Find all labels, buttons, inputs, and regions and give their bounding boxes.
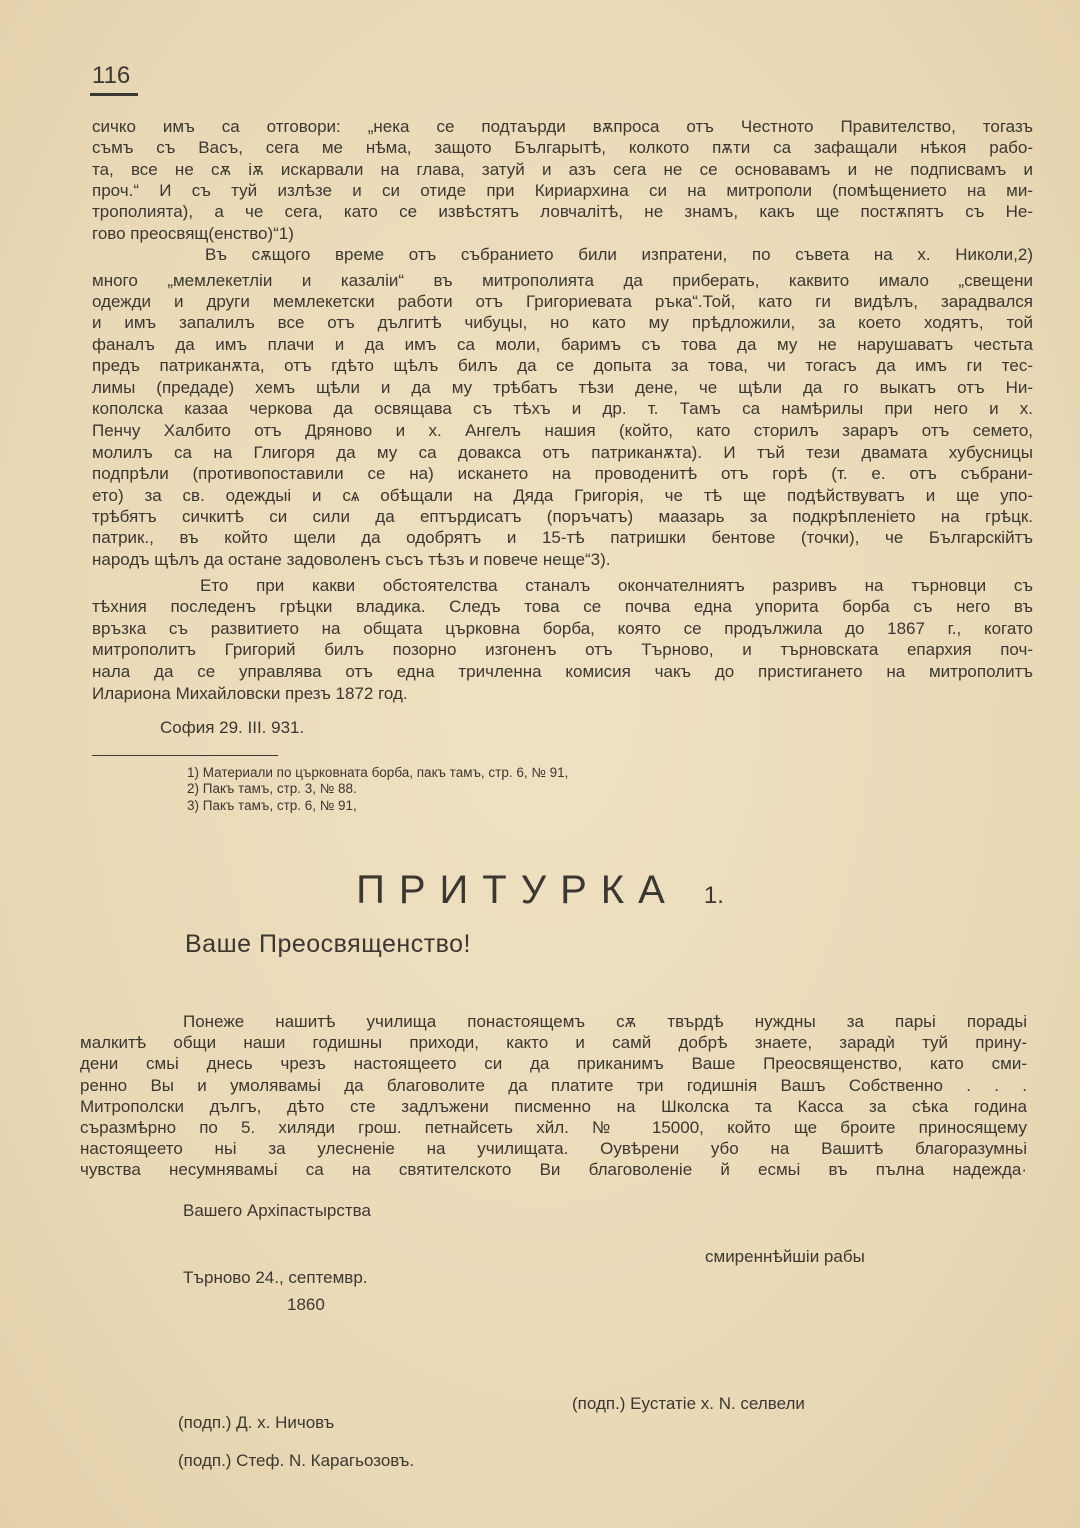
text-line: лимы (предаде) хемъ щѣли и да му трѣбатъ тѣзи дене, че щѣли да го выкатъ отъ Ни- bbox=[92, 378, 1033, 397]
signature: (подп.) Д. х. Ничовъ bbox=[178, 1413, 335, 1432]
appendix-title bbox=[0, 868, 1080, 913]
footnote-rule bbox=[92, 755, 278, 756]
article-place-date: София 29. III. 931. bbox=[160, 718, 305, 737]
text-line: тѣхния последенъ грѣцки владика. Следъ това се почва една упорита борба съ него въ bbox=[92, 597, 1033, 616]
text-line: патрик., въ който щели да одобрятъ и 15-тѣ патришки бентове (точки), че Българскійтъ bbox=[92, 528, 1033, 547]
text-line: трѣбятъ сичкитѣ си сили да ептърдисатъ (поръчатъ) маазарь за подкрѣпленіето на грѣцк. bbox=[92, 507, 1033, 526]
letter-line: настоящеето ньі за улесненіе на училищата. Оувѣрени убо на Вашитѣ благоразумньі bbox=[80, 1139, 1027, 1159]
text-line: съмъ съ Васъ, сега ме нѣма, защото Българытѣ, колкото пѫти са зафащали нѣкоя рабо- bbox=[92, 138, 1033, 157]
footnote: 2) Пакъ тамъ, стр. 3, № 88. bbox=[187, 781, 357, 796]
text-line: кополска казаа черкова да освящава съ тѣхъ и др. т. Тамъ са намѣрилы при него и х. bbox=[92, 399, 1033, 418]
text-line: Илариона Михайловски презъ 1872 год. bbox=[92, 684, 408, 703]
letter-signoff: смиреннѣйшіи рабы bbox=[705, 1247, 865, 1266]
page-number-underline bbox=[90, 93, 138, 96]
text-line: Пенчу Халбито отъ Дряново и х. Ангелъ нашия (който, като сторилъ зараръ отъ семето, bbox=[92, 421, 1033, 440]
text-line: предъ патриканѫта, отъ гдѣто щѣлъ билъ да се допыта за това, чи тогасъ да имъ ги тес- bbox=[92, 356, 1033, 375]
letter-year: 1860 bbox=[287, 1295, 325, 1314]
appendix-title-text: ПРИТУРКА bbox=[356, 868, 679, 912]
letter-line: ренно Вы и умолявамьі да благоволите да платите три годишнія Вашъ Собственно . . . bbox=[80, 1075, 1027, 1095]
text-line: нала да се управлява отъ една тричленна комисия чакъ до пристигането на митрополитъ bbox=[92, 662, 1033, 681]
text-line: връзка съ развитието на общата църковна борба, която се продължила до 1867 г., когато bbox=[92, 619, 1033, 638]
footnote: 1) Материали по църковната борба, пакъ тамъ, стр. 6, № 91, bbox=[187, 765, 569, 780]
text-line: ето) за св. одеждыi и сѧ обѣщали на Дяда Григорія, че тѣ ще подѣйствуватъ и ще упо- bbox=[92, 486, 1033, 505]
letter-line: дени смьі днесь чрезъ настоящеето си да приканимъ Ваше Преосвященство, като сми- bbox=[80, 1054, 1027, 1074]
letter-line: Понеже нашитѣ училища понастоящемъ сѫ твърдѣ нуждны за парьі порадьі bbox=[183, 1012, 1027, 1031]
text-line: гово преосвящ(енство)“1) bbox=[92, 224, 294, 243]
letter-line: Митрополски дългъ, дѣто сте задлъжени писменно на Школска та Касса за сѣка година bbox=[80, 1096, 1027, 1116]
letter-line: чувства несумнявамьі са на святителското Ви благоволеніе й есмьі въ пълна надежда· bbox=[80, 1160, 1027, 1180]
text-line: молилъ са на Глигоря да му са довакса отъ патриканѫта). И тъй тези двамата хубусницы bbox=[92, 443, 1033, 462]
text-line: много „мемлекетлiи и казалiи“ въ митрополията да приберать, каквито имало „свещени bbox=[92, 271, 1033, 290]
salutation: Ваше Преосвященство! bbox=[185, 930, 472, 958]
signature: (подп.) Еустатіе х. N. селвели bbox=[572, 1394, 805, 1413]
appendix-title-number: 1. bbox=[703, 882, 724, 909]
letter-line: съразмѣрно по 5. хиляди грош. петнайсеть хйл. № 15000, който ще броите приносящему bbox=[80, 1118, 1027, 1137]
text-line: та, все не сѫ іѫ искарвали на глава, затуй и азъ сега не се основавамъ и не подписвамъ и bbox=[92, 160, 1033, 179]
letter-closing: Вашего Архіпастырства bbox=[183, 1201, 371, 1220]
text-line: народъ щѣлъ да остане задоволенъ съсъ тѣзъ и повече неще“3). bbox=[92, 550, 611, 569]
letter-line: малкитѣ общи наши годишны приходи, както и самй добрѣ знаете, зарадѝ туй прину- bbox=[80, 1033, 1027, 1053]
text-line: одежди и други мемлекетски работи отъ Григориевата ръка“.Той, като ги видѣлъ, зарадвался bbox=[92, 292, 1033, 311]
footnote: 3) Пакъ тамъ, стр. 6, № 91, bbox=[187, 798, 357, 813]
signature: (подп.) Стеф. N. Карагьозовъ. bbox=[178, 1451, 415, 1470]
text-line: подпрѣли (противопоставили се на) искането на проводенитѣ отъ горѣ (т. е. отъ събрани- bbox=[92, 464, 1033, 483]
text-line: сичко имъ са отговори: „нека се подтаърди вѫпроса отъ Честното Правителство, тогазъ bbox=[92, 117, 1033, 136]
text-line: митрополитъ Григорий билъ позорно изгоненъ отъ Търново, и търновската епархия поч- bbox=[92, 640, 1033, 659]
page-number: 116 bbox=[92, 62, 131, 89]
text-line: и имъ запалилъ все отъ дългитѣ чибуцы, но като му прѣдложили, за което ходятъ, той bbox=[92, 313, 1033, 332]
text-line: Ето при какви обстоятелства станалъ окончателниятъ разривъ на търновци съ bbox=[200, 576, 1033, 595]
text-line: проч.“ И съ туй излѣзе и си отиде при Кириархина си на митрополи (помѣщението на ми- bbox=[92, 181, 1033, 200]
text-line: Въ сѫщого време отъ събранието били изпратени, по съвета на х. Николи,2) bbox=[205, 245, 1033, 264]
text-line: трополията), а че сега, като се извѣстятъ ловчалiтѣ, не знамъ, какъ ще постѫпятъ съ Не- bbox=[92, 202, 1033, 221]
letter-place-date: Търново 24., септемвр. bbox=[183, 1268, 368, 1287]
text-line: фаналъ да имъ плачи и да имъ са моли, баримъ съ това да му не нарушаватъ честьта bbox=[92, 335, 1033, 354]
